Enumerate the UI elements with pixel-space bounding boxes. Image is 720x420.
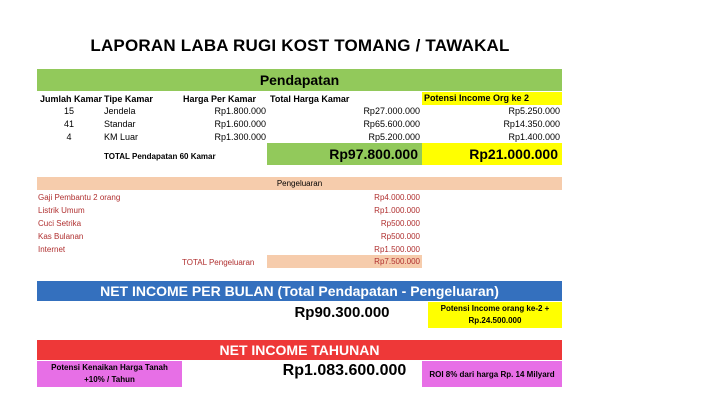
- row3-potential: Rp1.400.000: [508, 132, 560, 142]
- potential-total-cell: [422, 143, 562, 165]
- income-header-bar: [37, 69, 562, 91]
- net-monthly-header: NET INCOME PER BULAN (Total Pendapatan - Pengeluaran): [100, 283, 499, 299]
- expense-total-value: Rp7.500.000: [374, 257, 420, 266]
- income-total-cell: [267, 143, 422, 165]
- row1-total: Rp27.000.000: [363, 106, 420, 116]
- row3-total: Rp5.200.000: [368, 132, 420, 142]
- net-yearly-header: NET INCOME TAHUNAN: [219, 342, 380, 358]
- expense-total-cell: [267, 255, 422, 268]
- row3-type: KM Luar: [104, 132, 139, 142]
- income-total-value: Rp97.800.000: [329, 146, 418, 162]
- net-yearly-header-bar: [37, 340, 562, 360]
- expense-row4-label: Kas Bulanan: [38, 232, 84, 241]
- roi-note: ROI 8% dari harga Rp. 14 Milyard: [429, 369, 555, 379]
- col-header-price: Harga Per Kamar: [183, 94, 257, 104]
- expense-row1-label: Gaji Pembantu 2 orang: [38, 193, 121, 202]
- potential-total-value: Rp21.000.000: [469, 146, 558, 162]
- row2-rooms: 41: [63, 119, 74, 129]
- net-monthly-value: Rp90.300.000: [294, 304, 390, 321]
- col-header-type: Tipe Kamar: [104, 94, 153, 104]
- expense-row3-value: Rp500.000: [380, 219, 420, 228]
- row2-type: Standar: [104, 119, 136, 129]
- land-price-note-line1: Potensi Kenaikan Harga Tanah: [51, 363, 168, 372]
- col-header-potential: Potensi Income Org ke 2: [422, 92, 562, 105]
- land-price-note-box: [37, 361, 182, 387]
- expense-row5-value: Rp1.500.000: [374, 245, 420, 254]
- expense-row1-value: Rp4.000.000: [374, 193, 420, 202]
- net-yearly-value: Rp1.083.600.000: [282, 362, 407, 379]
- row1-type: Jendela: [104, 106, 136, 116]
- expense-row2-value: Rp1.000.000: [374, 206, 420, 215]
- expense-header: Pengeluaran: [276, 179, 323, 188]
- row1-price: Rp1.800.000: [214, 106, 266, 116]
- roi-note-box: [422, 361, 562, 387]
- col-header-rooms: Jumlah Kamar: [40, 94, 103, 104]
- expense-row4-value: Rp500.000: [380, 232, 420, 241]
- report-title: LAPORAN LABA RUGI KOST TOMANG / TAWAKAL: [90, 36, 510, 55]
- net-monthly-note-line1: Potensi Income orang ke-2 +: [440, 304, 550, 313]
- expense-row2-label: Listrik Umum: [38, 206, 85, 215]
- row2-total: Rp65.600.000: [363, 119, 420, 129]
- income-header: Pendapatan: [259, 72, 340, 88]
- row1-rooms: 15: [63, 106, 74, 116]
- row2-potential: Rp14.350.000: [503, 119, 560, 129]
- expense-header-bar: [37, 177, 562, 190]
- income-total-label: TOTAL Pendapatan 60 Kamar: [104, 152, 216, 161]
- net-monthly-header-bar: [37, 281, 562, 301]
- net-monthly-note-line2: Rp.24.500.000: [468, 316, 522, 325]
- expense-row5-label: Internet: [38, 245, 66, 254]
- row3-rooms: 4: [66, 132, 72, 142]
- expense-total-label: TOTAL Pengeluaran: [182, 258, 255, 267]
- row2-price: Rp1.600.000: [214, 119, 266, 129]
- col-header-total: Total Harga Kamar: [270, 94, 350, 104]
- net-monthly-note-box: [428, 302, 562, 328]
- row3-price: Rp1.300.000: [214, 132, 266, 142]
- row1-potential: Rp5.250.000: [508, 106, 560, 116]
- land-price-note-line2: +10% / Tahun: [84, 375, 135, 384]
- expense-row3-label: Cuci Setrika: [38, 219, 82, 228]
